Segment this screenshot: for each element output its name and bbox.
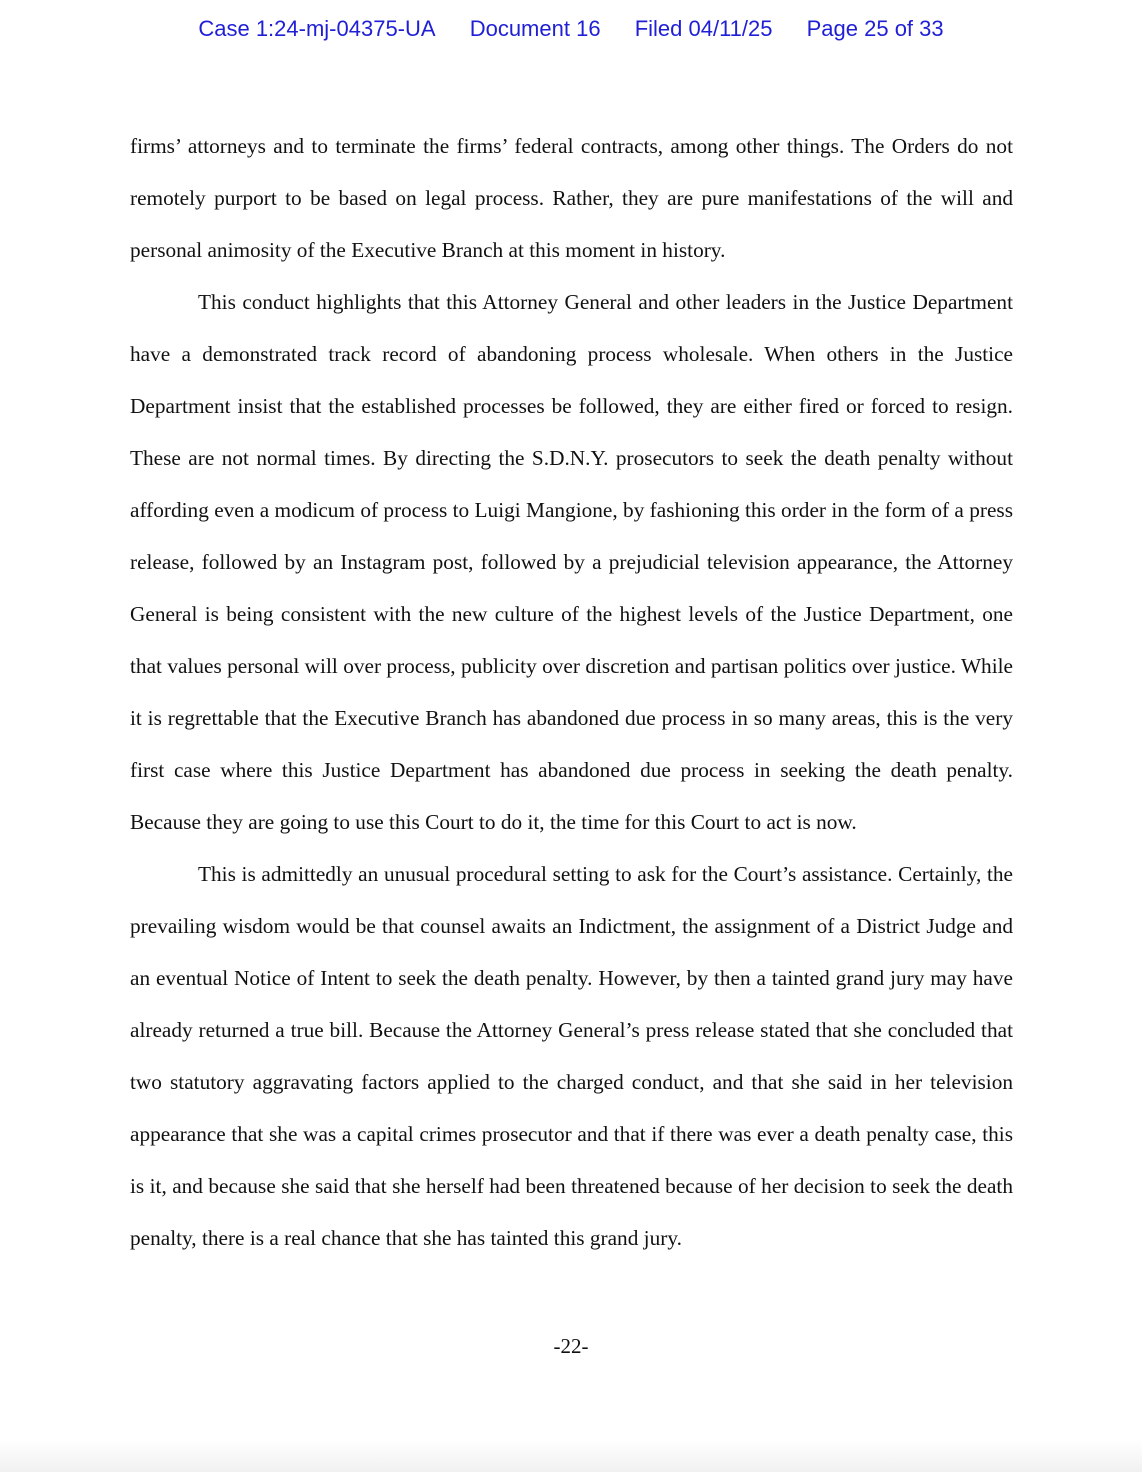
case-number: Case 1:24-mj-04375-UA: [198, 16, 436, 41]
document-body: [130, 120, 1013, 1264]
document-number: Document 16: [469, 16, 601, 41]
document-header: [0, 16, 1142, 42]
page-number: -22-: [553, 1334, 589, 1358]
filed-date: Filed 04/11/25: [634, 16, 773, 41]
page-indicator: Page 25 of 33: [806, 16, 944, 41]
paragraph-continuation: firms’ attorneys and to terminate the firms’ federal contracts, among other things. The Orders do not remotely purport to be based on legal process. Rather, they are pure manifestations of the will and personal animosity of the Executive Branch at this moment in history.: [130, 134, 1013, 262]
paragraph-procedural-setting: This is admittedly an unusual procedural setting to ask for the Court’s assistance. Certainly, the prevailing wisdom would be that counsel awaits an Indictment, the assignment of a District Judge and an eventual Notice of Intent to seek the death penalty. However, by then a tainted grand jury may have already returned a true bill. Because the Attorney General’s press release stated that she concluded that two statutory aggravating factors applied to the charged conduct, and that she said in her television appearance that she was a capital crimes prosecutor and that if there was ever a death penalty case, this is it, and because she said that she herself had been threatened because of her decision to seek the death penalty, there is a real chance that she has tainted this grand jury.: [130, 862, 1013, 1250]
paragraph-conduct: This conduct highlights that this Attorney General and other leaders in the Justice Department have a demonstrated track record of abandoning process wholesale. When others in the Justice Department insist that the established processes be followed, they are either fired or forced to resign. These are not normal times. By directing the S.D.N.Y. prosecutors to seek the death penalty without affording even a modicum of process to Luigi Mangione, by fashioning this order in the form of a press release, followed by an Instagram post, followed by a prejudicial television appearance, the Attorney General is being consistent with the new culture of the highest levels of the Justice Department, one that values personal will over process, publicity over discretion and partisan politics over justice. While it is regrettable that the Executive Branch has abandoned due process in so many areas, this is the very first case where this Justice Department has abandoned due process in seeking the death penalty. Because they are going to use this Court to do it, the time for this Court to act is now.: [130, 290, 1013, 834]
